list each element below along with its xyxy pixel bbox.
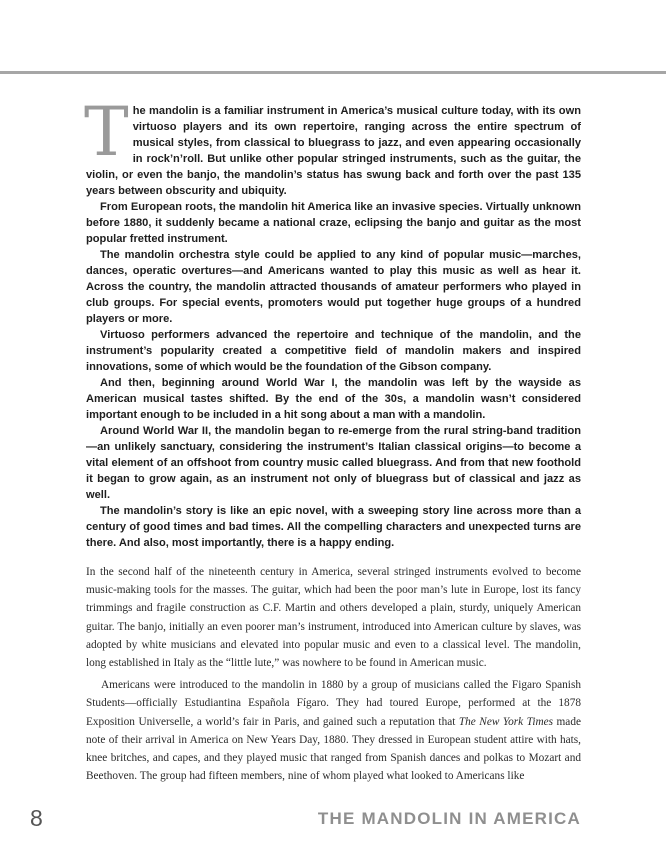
- intro-paragraph-3: The mandolin orchestra style could be applied to any kind of popular music—marches, dances, operatic overtures—and Americans wanted to play this music as well as hear it. Across the country, the mandolin attracted thousands of amateur performers who played in club groups. For special events, promoters would put together huge groups of a hundred players or more.: [86, 249, 581, 325]
- newspaper-title: The New York Times: [458, 715, 554, 728]
- body-section: [86, 563, 581, 785]
- intro-paragraph-6: Around World War II, the mandolin began to re-emerge from the rural string-band tradition—an unlikely sanctuary, considering the instrument’s Italian classical origins—to become a vital element of an offshoot from country music called bluegrass. And from that new foothold it began to grow again, as an instrument not only of bluegrass but of classical and jazz as well.: [86, 425, 581, 501]
- intro-paragraph-4: Virtuoso performers advanced the repertoire and technique of the mandolin, and the instrument’s popularity created a competitive field of mandolin makers and inspired innovations, some of which would be the foundation of the Gibson company.: [86, 329, 581, 373]
- intro-paragraph-7: The mandolin’s story is like an epic novel, with a sweeping story line across more than a century of good times and bad times. All the compelling characters and unexpected turns are there. And also, most importantly, there is a happy ending.: [86, 505, 581, 549]
- header-rule: [0, 71, 666, 74]
- body-paragraph-2-part-b: made note of their arrival in America on New Years Day, 1880. They dressed in European student attire with hats, knee britches, and capes, and they played music that ranged from Spanish dances and polkas to Mozart and Beethoven. The group had fifteen members, nine of whom played what looked to Americans like: [86, 715, 581, 783]
- page-number: 8: [30, 805, 43, 831]
- intro-paragraph-1-text: he mandolin is a familiar instrument in America’s musical culture today, with its own virtuoso players and its own repertoire, ranging across the entire spectrum of musical styles, from classical to bluegrass to jazz, and even appearing occasionally in rock’n’roll. But unlike other popular stringed instruments, such as the guitar, the violin, or even the banjo, the mandolin’s status has swung back and forth over the past 135 years between obscurity and ubiquity.: [86, 105, 581, 197]
- drop-cap: T: [84, 93, 129, 171]
- intro-paragraph-5: And then, beginning around World War I, the mandolin was left by the wayside as American musical tastes shifted. By the end of the 30s, a mandolin wasn’t considered important enough to be included in a hit song about a man with a mandolin.: [86, 377, 581, 421]
- running-title: THE MANDOLIN IN AMERICA: [317, 809, 581, 828]
- body-paragraph-1: In the second half of the nineteenth century in America, several stringed instruments evolved to become music-making tools for the masses. The guitar, which had been the poor man’s lute in Europe, lost its fancy trimmings and fragile construction as C.F. Martin and others developed a plain, sturdy, uniquely American guitar. The banjo, initially an even poorer man’s instrument, introduced into American culture by slaves, was adopted by white musicians and elevated into popular music and even to a classical level. The mandolin, long established in Italy as the “little lute,” was nowhere to be found in American music.: [86, 566, 581, 670]
- intro-section: [84, 93, 581, 551]
- body-paragraph-2-part-a: Americans were introduced to the mandolin in 1880 by a group of musicians called the Figaro Spanish Students—officially Estudiantina Española Fígaro. They had toured Europe, performed at the 1878 Exposition Universelle, a world’s fair in Paris, and gained such a reputation that: [86, 679, 581, 728]
- body-paragraph-2: [86, 676, 581, 785]
- intro-paragraph-2: From European roots, the mandolin hit America like an invasive species. Virtually unknown before 1880, it suddenly became a national craze, eclipsing the banjo and guitar as the most popular fretted instrument.: [86, 201, 581, 245]
- intro-paragraph-1: [84, 93, 581, 199]
